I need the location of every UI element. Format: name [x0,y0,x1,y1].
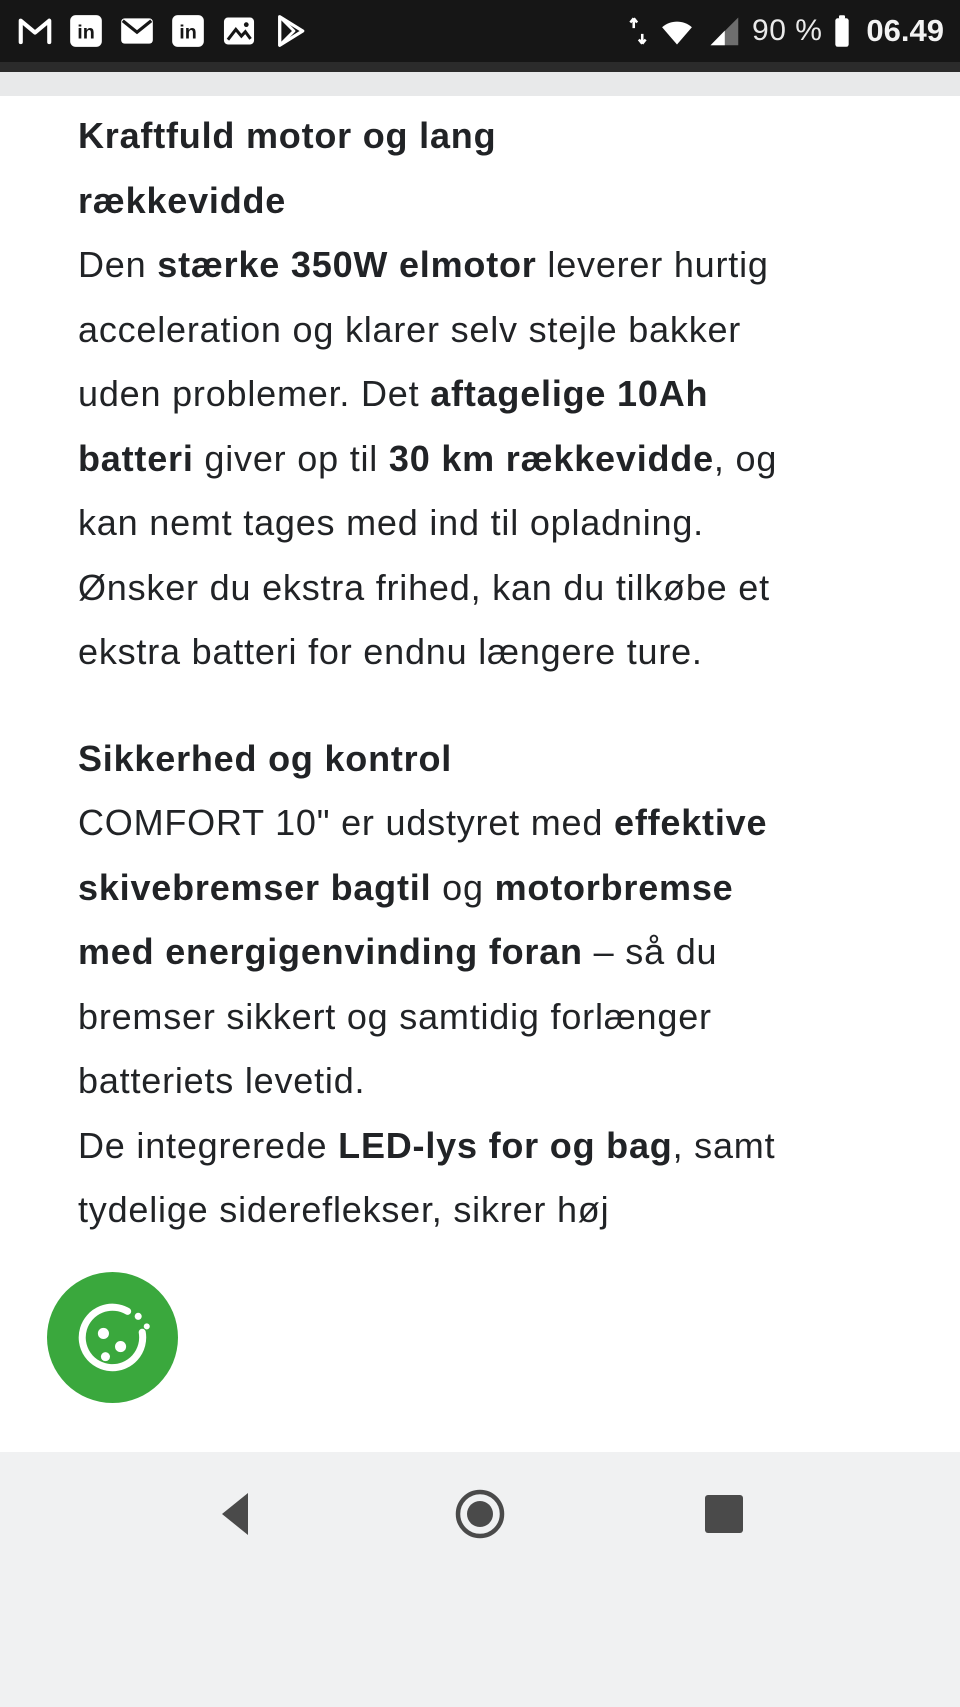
paragraph: Den stærke 350W elmotor leverer hurtig acceleration og klarer selv stejle bakker uden problemer. Det aftagelige 10Ah batteri giver op til 30 km rækkevidde, og kan nemt tages med ind til opladning. Ønsker du ekstra frihed, kan du tilkøbe et ekstra batteri for endnu længere ture. [78,244,778,672]
android-nav-bar [0,1452,960,1707]
svg-text:in: in [77,21,95,44]
battery-icon [831,14,853,48]
back-button[interactable] [210,1488,262,1540]
back-icon [210,1488,262,1540]
email-icon [118,12,156,50]
notification-icons [16,12,309,50]
status-bar [0,0,960,62]
system-status-icons [627,12,944,50]
section-motor-range [78,104,808,685]
home-button[interactable] [454,1488,506,1540]
overview-icon [698,1488,750,1540]
photos-icon [220,12,258,50]
section-safety-control [78,727,808,1243]
data-arrows-icon [627,14,649,48]
linkedin-icon [169,12,207,50]
gmail-icon [16,12,54,50]
section-heading: Kraftfuld motor og lang rækkevidde [78,115,497,221]
product-description [0,96,960,1452]
overview-button[interactable] [698,1488,750,1540]
paragraph: COMFORT 10" er udstyret med effektive skivebremser bagtil og motorbremse med energigenvinding foran – så du bremser sikkert og samtidig forlænger batteriets levetid. [78,802,768,1101]
nav-buttons-row [210,1452,750,1540]
cookie-icon [47,1272,178,1403]
play-store-icon [271,12,309,50]
home-icon [454,1488,506,1540]
cell-signal-icon [705,12,743,50]
linkedin-icon [67,12,105,50]
cookie-consent-button[interactable] [47,1272,178,1403]
section-heading: Sikkerhed og kontrol [78,737,453,779]
page-top-gap [0,72,960,96]
paragraph: De integrerede LED-lys for og bag, samt tydelige sidereflekser, sikrer høj [78,1124,776,1230]
clock-label: 06.49 [866,13,944,48]
browser-chrome-strip [0,62,960,72]
wifi-icon [658,12,696,50]
svg-text:in: in [179,21,197,44]
battery-percent-label: 90 % [752,14,823,47]
